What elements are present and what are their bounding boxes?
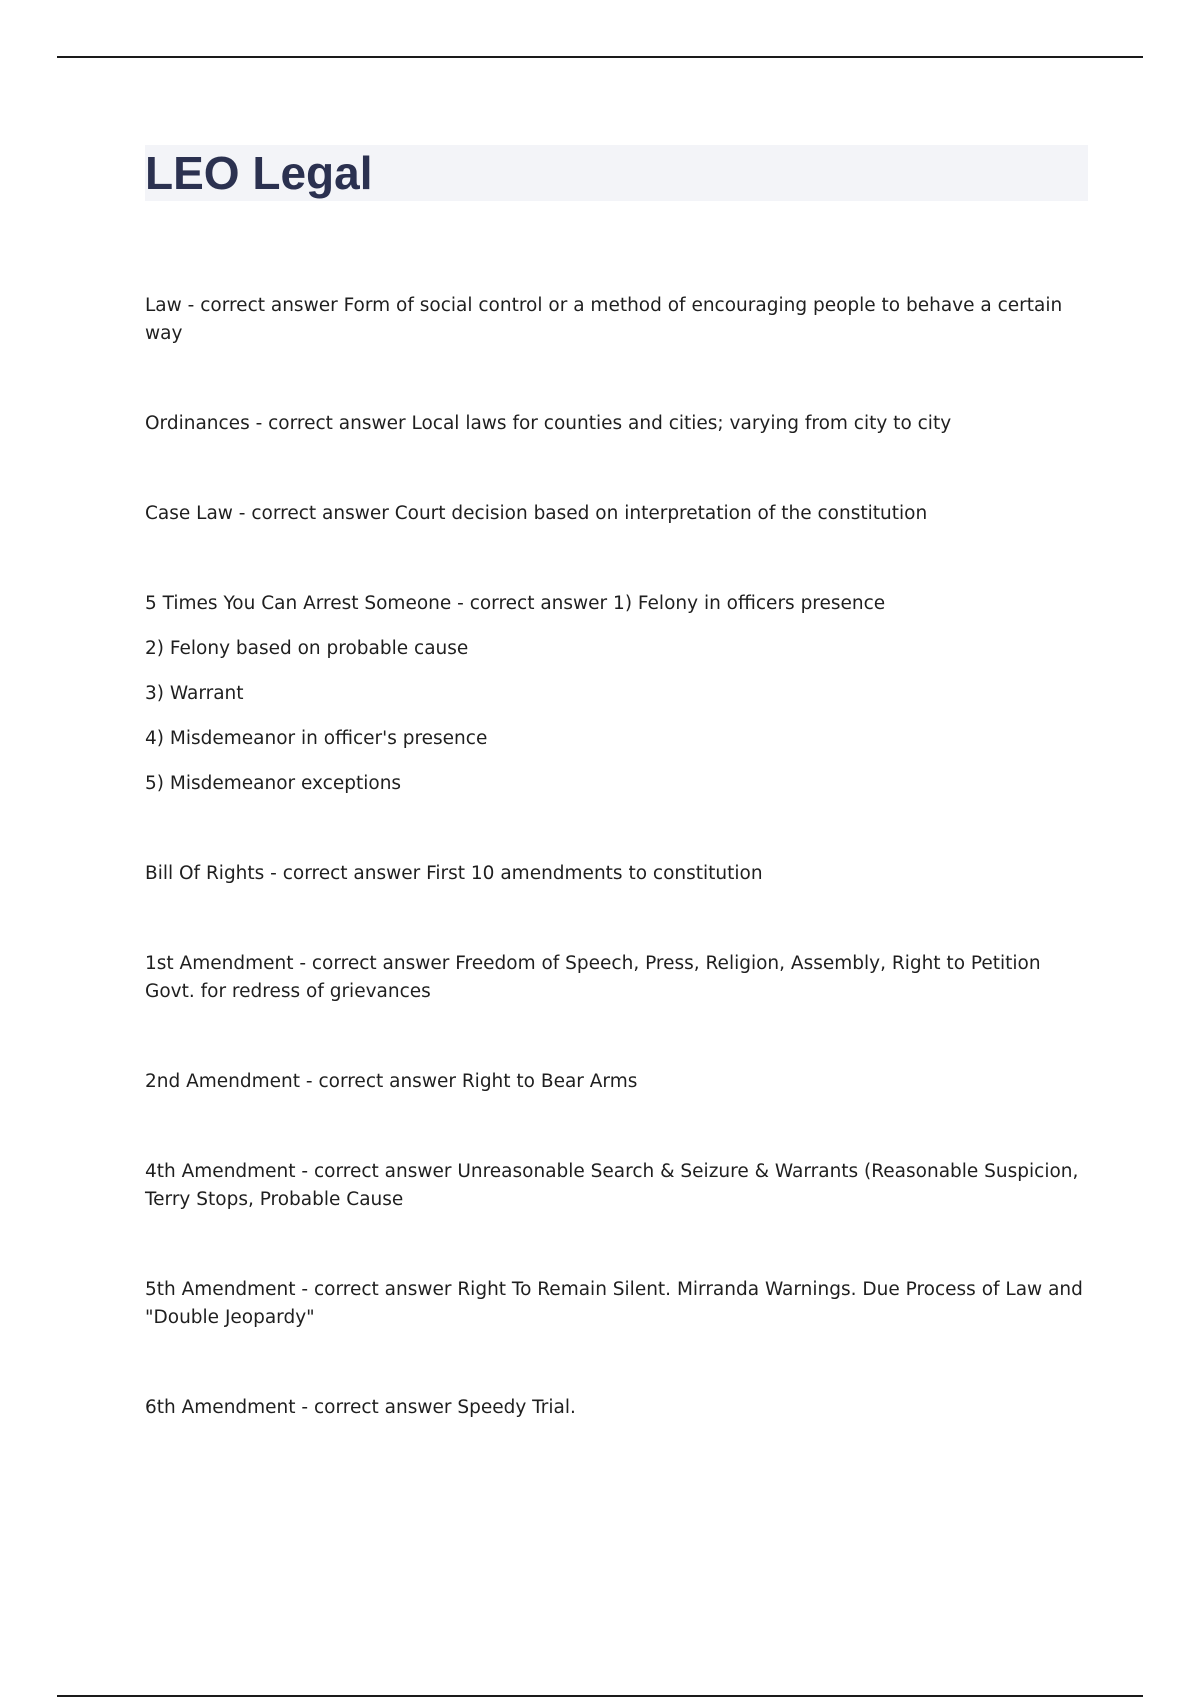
list-item: 2) Felony based on probable cause <box>145 638 469 659</box>
entry-text: Law - correct answer Form of social control or a method of encouraging people to behave a certain way <box>145 295 1063 344</box>
entry-law <box>145 292 1090 348</box>
entry-text: 1st Amendment - correct answer Freedom of Speech, Press, Religion, Assembly, Right to Petition Govt. for redress of grievances <box>145 953 1041 1002</box>
entry-5th-amendment <box>145 1276 1090 1332</box>
entry-text: 5th Amendment - correct answer Right To Remain Silent. Mirranda Warnings. Due Process of Law and "Double Jeopardy" <box>145 1279 1083 1328</box>
list-item: 3) Warrant <box>145 683 244 704</box>
entry-text: 6th Amendment - correct answer Speedy Trial. <box>145 1397 576 1418</box>
document-body <box>145 292 1090 1484</box>
list-item: 4) Misdemeanor in officer's presence <box>145 728 488 749</box>
entry-bill-of-rights <box>145 860 1090 888</box>
bottom-rule <box>57 1695 1143 1697</box>
entry-text: Ordinances - correct answer Local laws for counties and cities; varying from city to city <box>145 413 952 434</box>
entry-text: 2nd Amendment - correct answer Right to Bear Arms <box>145 1071 638 1092</box>
page-title: LEO Legal <box>145 147 373 199</box>
entry-text: 4th Amendment - correct answer Unreasonable Search & Seizure & Warrants (Reasonable Suspicion, Terry Stops, Probable Cause <box>145 1161 1079 1210</box>
entry-6th-amendment <box>145 1394 1090 1422</box>
entry-case-law <box>145 500 1090 528</box>
entry-4th-amendment <box>145 1158 1090 1214</box>
entry-text: 5 Times You Can Arrest Someone - correct answer 1) Felony in officers presence <box>145 593 886 614</box>
entry-arrest-times <box>145 590 1090 798</box>
entry-text: Case Law - correct answer Court decision based on interpretation of the constitution <box>145 503 928 524</box>
entry-2nd-amendment <box>145 1068 1090 1096</box>
entry-1st-amendment <box>145 950 1090 1006</box>
top-rule <box>57 56 1143 58</box>
list-item: 5) Misdemeanor exceptions <box>145 773 402 794</box>
entry-ordinances <box>145 410 1090 438</box>
entry-text: Bill Of Rights - correct answer First 10 amendments to constitution <box>145 863 763 884</box>
